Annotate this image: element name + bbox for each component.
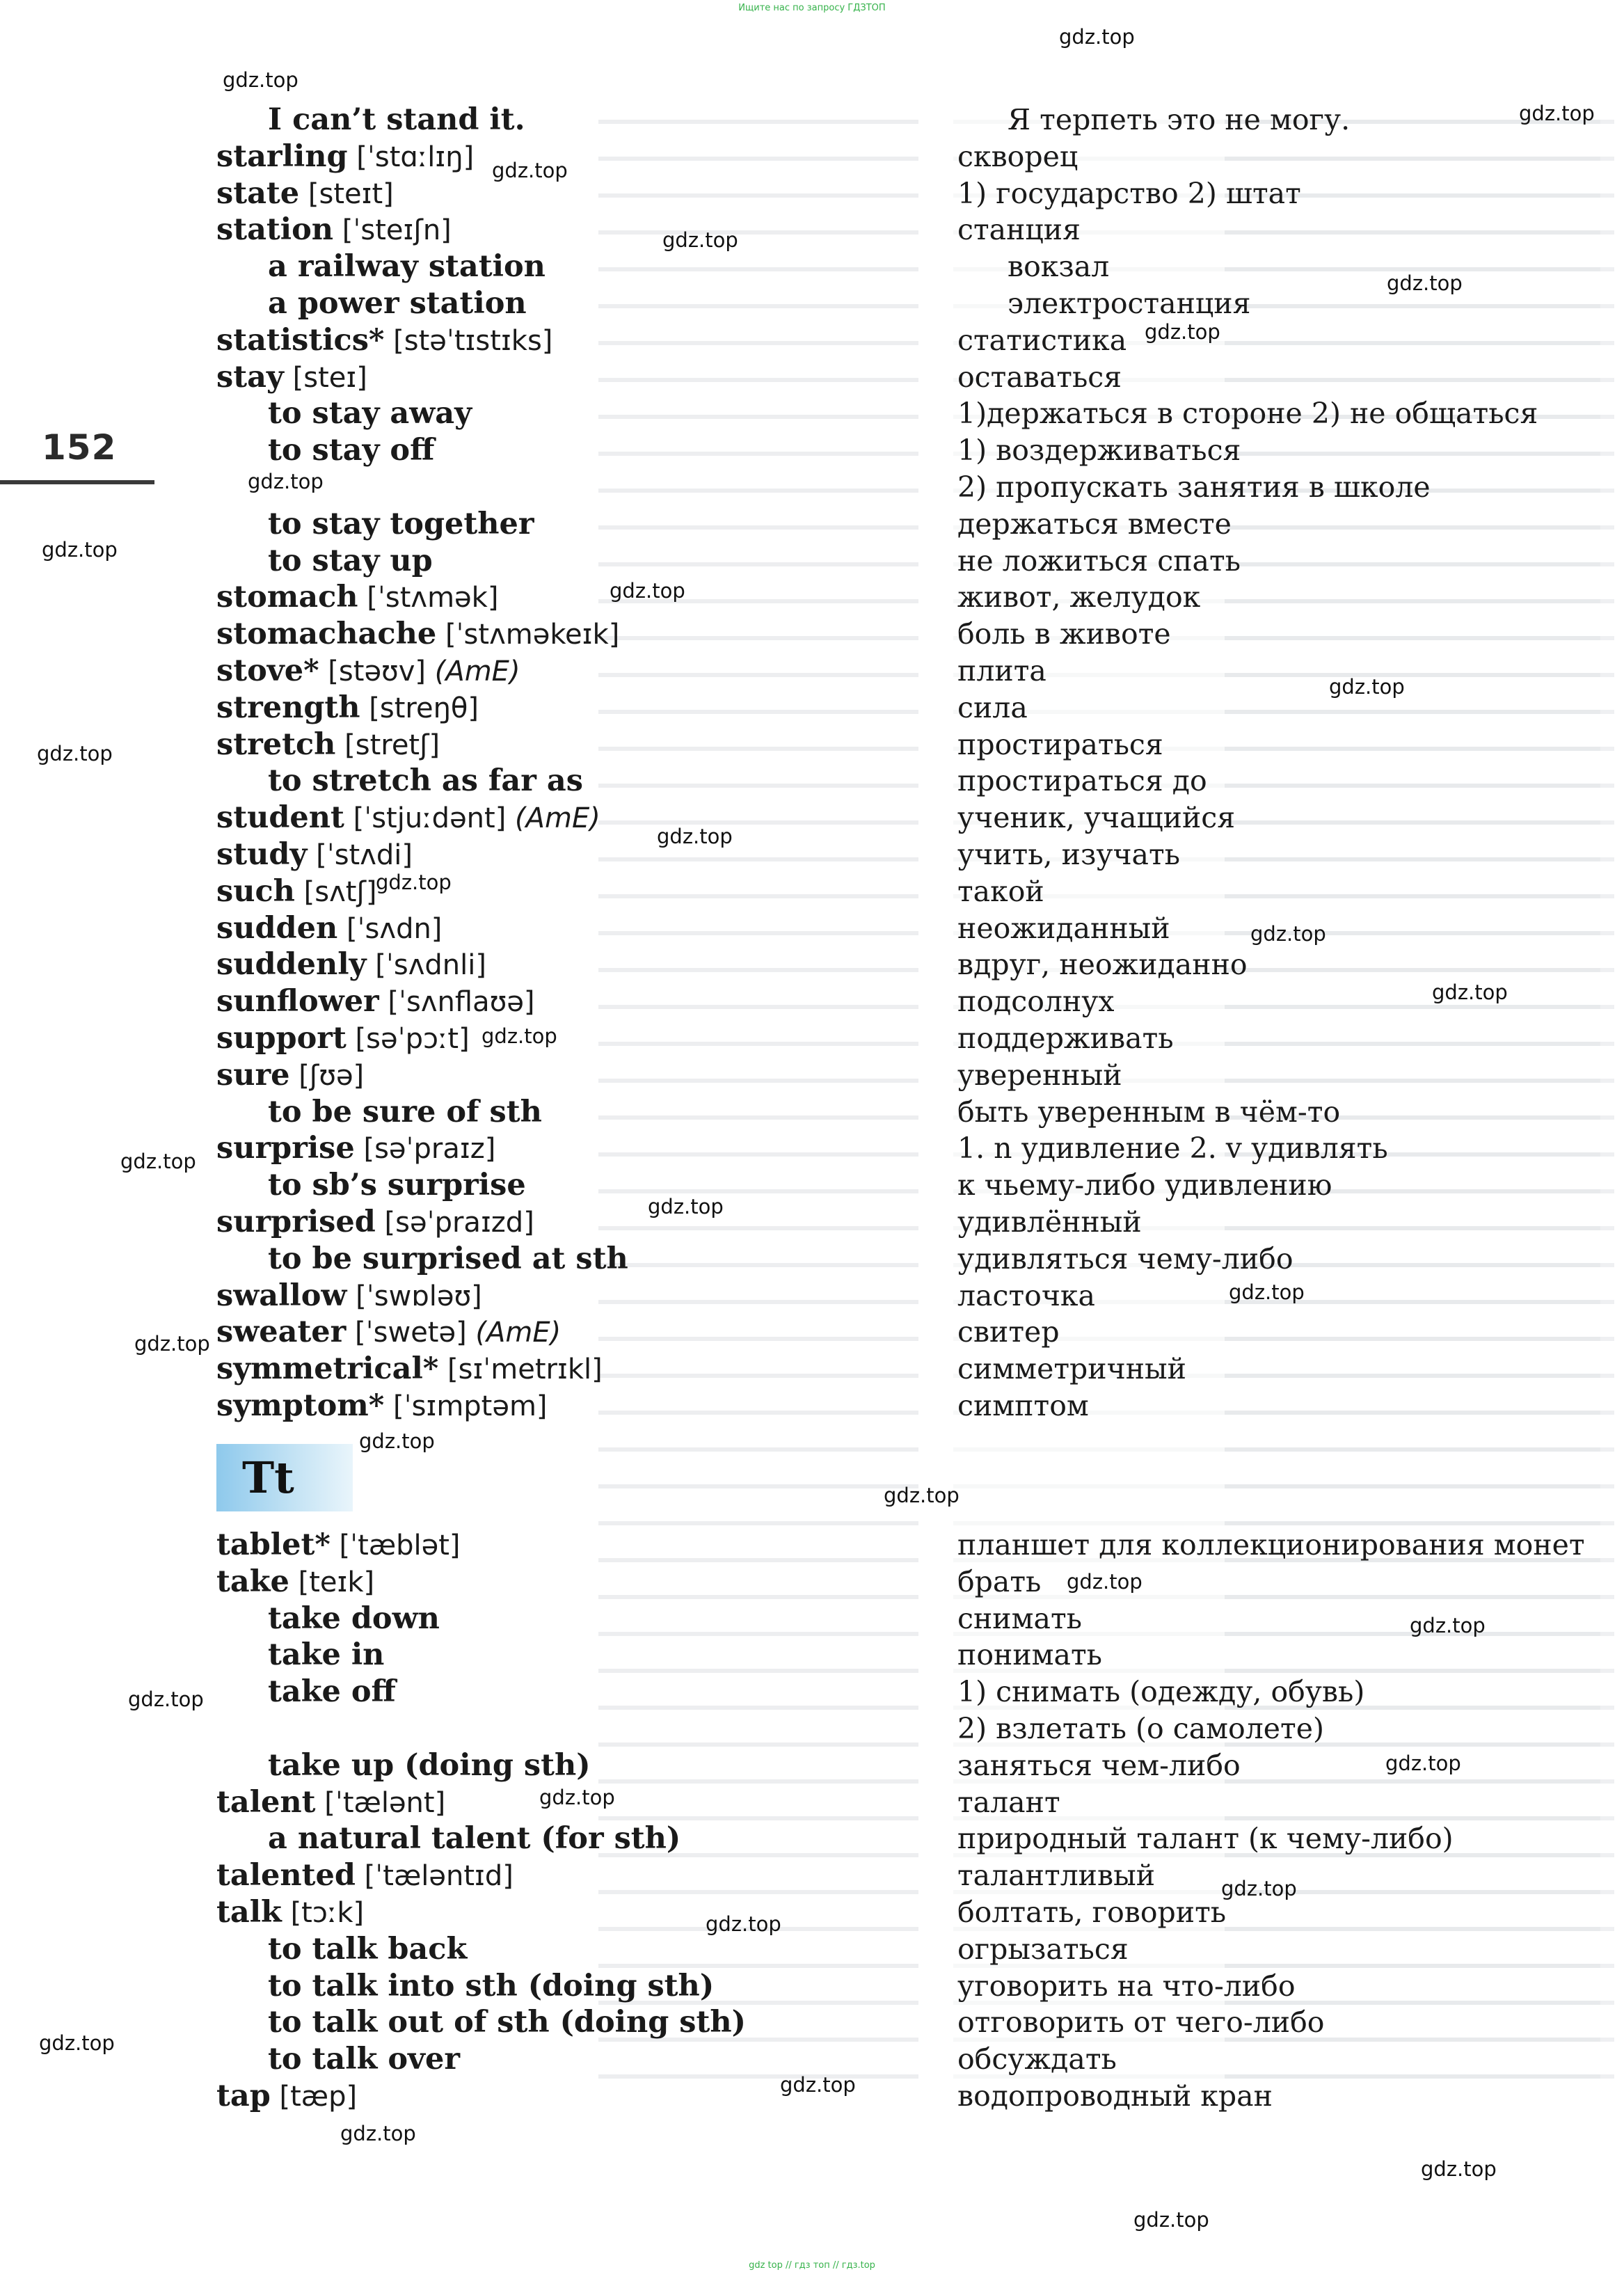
glossary-row — [0, 1710, 1624, 1747]
headword: a railway station — [268, 249, 546, 285]
watermark-text: gdz.top — [1250, 922, 1326, 946]
english-term — [268, 1637, 384, 1674]
english-term — [216, 579, 498, 617]
transcription: [ˈstʌməkeɪk] — [436, 619, 620, 651]
transcription: [səˈpraɪz] — [354, 1133, 496, 1166]
watermark-text: gdz.top — [120, 1150, 196, 1173]
english-term — [216, 910, 442, 948]
english-term — [216, 946, 486, 984]
glossary-row — [0, 873, 1624, 910]
glossary-row — [0, 1204, 1624, 1241]
headword: to stay up — [268, 543, 433, 578]
headword: to stretch as far as — [268, 763, 583, 799]
glossary-row — [0, 1857, 1624, 1894]
transcription: [steɪt] — [299, 177, 394, 210]
glossary-row — [0, 1314, 1624, 1351]
headword: stretch — [216, 726, 336, 762]
glossary-row — [0, 1351, 1624, 1388]
transcription: [stretʃ] — [335, 729, 440, 761]
watermark-text: gdz.top — [134, 1332, 210, 1356]
headword: to talk into sth (doing sth) — [268, 1968, 715, 2003]
headword: to stay off — [268, 433, 435, 468]
headword: tap — [216, 2079, 271, 2113]
transcription: [ʃʊə] — [289, 1059, 365, 1092]
headword: sweater — [216, 1315, 347, 1350]
headword: such — [216, 873, 295, 909]
watermark-text: gdz.top — [1329, 675, 1405, 699]
watermark-text: gdz.top — [706, 1912, 781, 1936]
english-term — [268, 763, 583, 800]
russian-translation: учить, изучать — [957, 838, 1180, 871]
watermark-text: gdz.top — [223, 68, 298, 92]
headword: state — [216, 175, 300, 211]
headword: symmetrical* — [216, 1351, 439, 1387]
transcription: [ˈstʌdi] — [307, 839, 413, 871]
russian-translation: ласточка — [957, 1278, 1095, 1312]
russian-translation: уговорить на что-либо — [957, 1969, 1296, 2003]
footer-note: gdz top // гдз топ // гдз.top — [749, 2260, 875, 2271]
glossary-row — [0, 248, 1624, 285]
glossary-row — [0, 469, 1624, 506]
russian-translation: простираться до — [957, 764, 1207, 798]
headword: stove* — [216, 653, 319, 688]
english-term — [268, 395, 472, 432]
english-term — [268, 1094, 542, 1131]
watermark-text: gdz.top — [1133, 2208, 1209, 2232]
headword: to talk back — [268, 1931, 468, 1967]
headword: symptom* — [216, 1388, 385, 1423]
glossary-row — [0, 175, 1624, 212]
russian-translation: снимать — [957, 1601, 1082, 1635]
transcription: [teɪk] — [289, 1566, 375, 1598]
english-term — [216, 1351, 603, 1388]
glossary-row — [0, 910, 1624, 947]
headword: station — [216, 212, 334, 248]
headword: talk — [216, 1895, 282, 1930]
watermark-text: gdz.top — [1410, 1614, 1486, 1637]
russian-translation: понимать — [957, 1638, 1103, 1672]
headword: swallow — [216, 1278, 347, 1313]
russian-translation: вдруг, неожиданно — [957, 948, 1248, 982]
russian-translation: 2) взлетать (о самолете) — [957, 1712, 1324, 1745]
transcription: [tæp] — [270, 2081, 358, 2113]
usage-note: (AmE) — [506, 802, 600, 835]
header-note: Ищите нас по запросу ГДЗТОП — [738, 3, 886, 13]
english-term — [216, 1204, 534, 1241]
english-term — [268, 543, 433, 580]
usage-note: (AmE) — [466, 1317, 562, 1349]
headword: take up (doing sth) — [268, 1747, 591, 1783]
glossary-row — [0, 1820, 1624, 1857]
glossary-row — [0, 946, 1624, 983]
glossary-row — [0, 212, 1624, 248]
english-term — [216, 1388, 548, 1425]
russian-translation: огрызаться — [957, 1932, 1129, 1966]
watermark-text: gdz.top — [1145, 320, 1220, 344]
headword: tablet* — [216, 1527, 331, 1562]
headword: to talk out of sth (doing sth) — [268, 2005, 746, 2040]
english-term — [216, 1894, 364, 1932]
russian-translation: поддерживать — [957, 1022, 1174, 1055]
transcription: [ˈstjuːdənt] — [344, 802, 507, 835]
glossary-row — [0, 1564, 1624, 1601]
glossary-row — [0, 543, 1624, 580]
headword: strength — [216, 690, 360, 725]
headword: stay — [216, 359, 284, 395]
english-term — [268, 102, 525, 138]
english-term — [216, 1314, 561, 1351]
russian-translation: сила — [957, 690, 1028, 724]
english-term — [216, 1130, 495, 1168]
transcription: [ˈsteɪʃn] — [333, 214, 452, 247]
transcription: [ˈtæləntɪd] — [355, 1860, 514, 1893]
glossary-row — [0, 432, 1624, 469]
english-term — [216, 1527, 461, 1564]
transcription: [steɪ] — [283, 361, 367, 394]
english-term — [268, 248, 546, 285]
russian-translation: живот, желудок — [957, 580, 1201, 614]
watermark-text: gdz.top — [1387, 271, 1463, 295]
glossary-row — [0, 836, 1624, 873]
russian-translation: отговорить от чего-либо — [957, 2006, 1325, 2040]
english-term — [268, 1241, 628, 1278]
watermark-text: gdz.top — [39, 2031, 115, 2055]
english-term — [268, 1601, 440, 1637]
headword: to talk over — [268, 2042, 461, 2077]
transcription: [sʌtʃ] — [294, 875, 377, 908]
english-term — [268, 1931, 467, 1968]
watermark-text: gdz.top — [376, 871, 452, 894]
glossary-row — [0, 1637, 1624, 1674]
transcription: [səˈpɔːt] — [346, 1023, 470, 1055]
headword: starling — [216, 138, 348, 174]
headword: take off — [268, 1674, 396, 1710]
russian-translation: вокзал — [1008, 250, 1110, 284]
russian-translation: станция — [957, 213, 1081, 247]
russian-translation: заняться чем-либо — [957, 1748, 1241, 1782]
headword: to be surprised at sth — [268, 1241, 628, 1276]
glossary-row — [0, 1894, 1624, 1931]
watermark-text: gdz.top — [37, 742, 113, 765]
section-letter: Tt — [242, 1452, 294, 1503]
glossary-row — [0, 359, 1624, 396]
watermark-text: gdz.top — [1221, 1877, 1297, 1900]
headword: sure — [216, 1057, 290, 1093]
russian-translation: ученик, учащийся — [957, 801, 1236, 835]
russian-translation: неожиданный — [957, 911, 1170, 945]
english-term — [268, 285, 527, 322]
russian-translation: держаться вместе — [957, 507, 1232, 541]
russian-translation: 1)держаться в стороне 2) не общаться — [957, 397, 1538, 431]
transcription: [ˈsʌdnli] — [366, 949, 486, 982]
russian-translation: болтать, говорить — [957, 1896, 1227, 1929]
english-term — [216, 690, 479, 727]
glossary-row — [0, 322, 1624, 359]
russian-translation: брать — [957, 1564, 1042, 1598]
russian-translation: 1) снимать (одежду, обувь) — [957, 1675, 1365, 1709]
glossary-row — [0, 1020, 1624, 1057]
glossary-row — [0, 1931, 1624, 1968]
english-term — [216, 138, 474, 176]
transcription: [ˈswɒləʊ] — [347, 1280, 482, 1312]
transcription: [ˈsʌnflaʊə] — [379, 986, 535, 1019]
headword: stomach — [216, 580, 358, 615]
headword: take — [216, 1564, 289, 1599]
russian-translation: планшет для коллекционирования монет — [957, 1528, 1585, 1562]
english-term — [216, 1057, 364, 1095]
headword: surprise — [216, 1131, 355, 1166]
watermark-text: gdz.top — [340, 2122, 416, 2145]
english-term — [216, 2078, 357, 2115]
english-term — [268, 1674, 396, 1710]
headword: statistics* — [216, 322, 385, 358]
russian-translation: не ложиться спать — [957, 543, 1241, 578]
english-term — [268, 506, 534, 543]
glossary-row — [0, 616, 1624, 653]
headword: surprised — [216, 1205, 376, 1239]
glossary-row — [0, 983, 1624, 1020]
transcription: [tɔːk] — [281, 1897, 365, 1929]
russian-translation: боль в животе — [957, 617, 1171, 651]
headword: talented — [216, 1858, 356, 1893]
transcription: [ˈswetə] — [346, 1317, 467, 1349]
transcription: [səˈpraɪzd] — [375, 1207, 534, 1239]
russian-translation: природный талант (к чему-либо) — [957, 1822, 1454, 1856]
watermark-text: gdz.top — [657, 825, 733, 848]
watermark-text: gdz.top — [648, 1195, 724, 1218]
russian-translation: обсуждать — [957, 2042, 1117, 2076]
russian-translation: 1. n удивление 2. v удивлять — [957, 1131, 1388, 1166]
russian-translation: 1) государство 2) штат — [957, 176, 1301, 210]
glossary-row — [0, 1057, 1624, 1094]
watermark-text: gdz.top — [1421, 2157, 1497, 2181]
english-term — [216, 212, 452, 249]
headword: to stay away — [268, 396, 472, 431]
english-term — [216, 1784, 445, 1822]
glossary-row — [0, 1968, 1624, 2005]
russian-translation: быть уверенным в чём-то — [957, 1095, 1341, 1129]
russian-translation: электростанция — [1008, 287, 1251, 320]
transcription: [ˈsɪmptəm] — [384, 1390, 548, 1422]
headword: stomachache — [216, 617, 437, 652]
transcription: [ˈstɑːlɪŋ] — [347, 141, 475, 173]
glossary-row — [0, 763, 1624, 800]
headword: take in — [268, 1637, 385, 1673]
english-term — [216, 653, 520, 690]
english-term — [216, 175, 394, 213]
glossary-row — [0, 1784, 1624, 1821]
headword: to stay together — [268, 506, 534, 541]
russian-translation: удивляться чему-либо — [957, 1241, 1293, 1276]
headword: support — [216, 1021, 347, 1056]
transcription: [streŋθ] — [360, 692, 479, 724]
glossary-row — [0, 1167, 1624, 1204]
russian-translation: такой — [957, 874, 1044, 908]
english-term — [216, 1278, 482, 1315]
headword: study — [216, 837, 308, 872]
headword: sunflower — [216, 984, 379, 1019]
glossary-row — [0, 1674, 1624, 1710]
russian-translation: уверенный — [957, 1058, 1122, 1092]
english-term — [216, 359, 367, 397]
glossary-row — [0, 138, 1624, 175]
watermark-text: gdz.top — [128, 1688, 204, 1711]
transcription: [ˈsʌdn] — [337, 912, 443, 945]
russian-translation: Я терпеть это не могу. — [1008, 103, 1351, 136]
russian-translation: талантливый — [957, 1859, 1156, 1893]
russian-translation: скворец — [957, 139, 1078, 173]
russian-translation: 1) воздерживаться — [957, 434, 1241, 468]
watermark-text: gdz.top — [42, 538, 118, 562]
headword: student — [216, 800, 344, 836]
russian-translation: подсолнух — [957, 985, 1115, 1019]
glossary-row — [0, 1094, 1624, 1131]
headword: to be sure of sth — [268, 1094, 542, 1129]
headword: I can’t stand it. — [268, 102, 525, 137]
glossary-row — [0, 1388, 1624, 1424]
english-term — [268, 1820, 680, 1857]
english-term — [216, 1020, 470, 1058]
english-term — [216, 726, 440, 764]
russian-translation: водопроводный кран — [957, 2079, 1273, 2113]
transcription: [sɪˈmetrɪkl] — [438, 1353, 603, 1386]
headword: sudden — [216, 910, 338, 946]
watermark-text: gdz.top — [1229, 1280, 1305, 1304]
english-term — [216, 800, 600, 837]
glossary-row — [0, 102, 1624, 138]
english-term — [216, 873, 376, 911]
russian-translation: плита — [957, 654, 1046, 688]
page-number: 152 — [42, 427, 117, 468]
watermark-text: gdz.top — [610, 579, 685, 603]
russian-translation: 2) пропускать занятия в школе — [957, 470, 1431, 504]
usage-note: (AmE) — [426, 656, 520, 688]
russian-translation: симметричный — [957, 1352, 1186, 1386]
transcription: [ˈtælənt] — [315, 1786, 446, 1819]
watermark-text: gdz.top — [359, 1429, 435, 1453]
glossary-row — [0, 506, 1624, 543]
headword: to sb’s surprise — [268, 1168, 526, 1203]
headword: take down — [268, 1601, 440, 1636]
headword: a natural talent (for sth) — [268, 1821, 681, 1857]
russian-translation: симптом — [957, 1389, 1089, 1422]
glossary-row — [0, 1527, 1624, 1564]
glossary-row — [0, 1747, 1624, 1784]
english-term — [216, 1857, 514, 1895]
russian-translation: статистика — [957, 323, 1127, 357]
english-term — [268, 1747, 591, 1784]
glossary-row — [0, 2004, 1624, 2041]
watermark-text: gdz.top — [492, 159, 568, 182]
headword: a power station — [268, 286, 527, 321]
watermark-text: gdz.top — [539, 1786, 615, 1809]
watermark-text: gdz.top — [1385, 1752, 1461, 1775]
russian-translation: оставаться — [957, 360, 1122, 394]
glossary-row — [0, 1278, 1624, 1315]
headword: talent — [216, 1784, 316, 1820]
english-term — [268, 2004, 746, 2041]
glossary-row — [0, 1130, 1624, 1167]
glossary-row — [0, 1601, 1624, 1637]
english-term — [216, 836, 413, 874]
glossary-row — [0, 1241, 1624, 1278]
headword: suddenly — [216, 947, 367, 983]
transcription: [ˈtæblət] — [330, 1530, 461, 1562]
watermark-text: gdz.top — [1432, 980, 1508, 1004]
russian-translation: простираться — [957, 727, 1163, 761]
glossary-row — [0, 395, 1624, 432]
watermark-text: gdz.top — [884, 1484, 960, 1507]
english-term — [216, 1564, 374, 1601]
english-term — [216, 983, 535, 1021]
watermark-text: gdz.top — [1519, 102, 1595, 125]
watermark-text: gdz.top — [481, 1024, 557, 1048]
english-term — [216, 616, 619, 653]
transcription: [stəˈtɪstɪks] — [384, 324, 553, 357]
english-term — [268, 1968, 714, 2005]
watermark-text: gdz.top — [1067, 1570, 1143, 1594]
glossary-row — [0, 726, 1624, 763]
transcription: [stəʊv] — [319, 656, 427, 688]
english-term — [216, 322, 552, 360]
watermark-text: gdz.top — [248, 470, 324, 493]
russian-translation: свитер — [957, 1315, 1060, 1349]
english-term — [268, 432, 434, 469]
transcription: [ˈstʌmək] — [358, 582, 499, 614]
russian-translation: к чьему-либо удивлению — [957, 1168, 1332, 1202]
russian-translation: удивлённый — [957, 1205, 1142, 1239]
glossary-row — [0, 285, 1624, 322]
english-term — [268, 2041, 460, 2078]
watermark-text: gdz.top — [780, 2073, 856, 2097]
english-term — [268, 1167, 526, 1204]
glossary-row — [0, 579, 1624, 616]
russian-translation: талант — [957, 1785, 1060, 1819]
watermark-text: gdz.top — [1059, 25, 1135, 49]
glossary-row — [0, 800, 1624, 836]
watermark-text: gdz.top — [662, 228, 738, 252]
